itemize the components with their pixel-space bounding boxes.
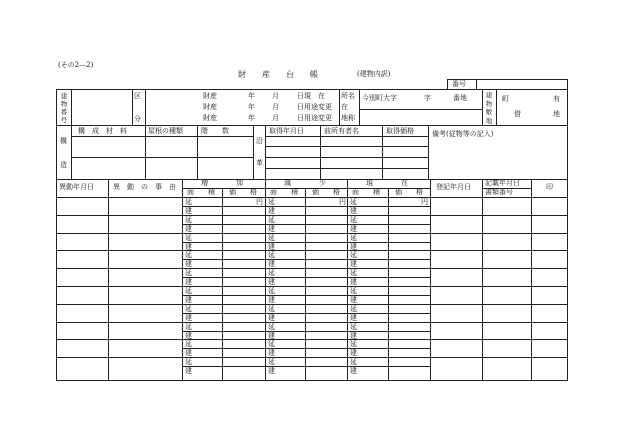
zai-label: 在 [341,103,348,111]
usage-change-label-1: 日用途変更 [297,103,332,111]
increase-nobe-label: 延 [185,251,192,259]
zaisan-label-2: 財産 [203,103,217,111]
banchi-label: 番地 [453,94,467,102]
decrease-tate-label: 建 [268,278,275,286]
increase-tate-label: 建 [185,367,192,375]
bun-label: 分 [134,115,141,123]
month-label-2: 月 [272,103,279,111]
decrease-tate-label: 建 [268,314,275,322]
increase-nobe-label: 延 [185,198,192,206]
change-date-header: 異動年月日 [59,183,94,191]
acq-date-header: 取得年月日 [269,127,304,135]
increase-nobe-label: 延 [185,269,192,277]
year-label-3: 年 [248,114,255,122]
number-label: 番号 [452,80,466,88]
increase-yen-marker: 円 [256,198,263,206]
current-tate-label: 建 [350,332,357,340]
land-label: 地 [553,110,560,118]
current-tate-label: 建 [350,367,357,375]
floors-header: 階 数 [201,127,229,135]
decrease-tate-label: 建 [268,367,275,375]
year-label-2: 年 [248,103,255,111]
increase-tate-label: 建 [185,332,192,340]
decrease-nobe-label: 延 [268,287,275,295]
current-header: 現 在 [366,179,408,187]
decrease-nobe-label: 延 [268,251,275,259]
current-nobe-label: 延 [350,287,357,295]
zaisan-label-1: 財産 [203,92,217,100]
decrease-nobe-label: 延 [268,358,275,366]
ku-label: 区 [134,92,141,100]
decrease-tate-label: 建 [268,225,275,233]
decrease-nobe-label: 延 [268,269,275,277]
decrease-nobe-label: 延 [268,305,275,313]
current-nobe-label: 延 [350,216,357,224]
current-tate-label: 建 [350,296,357,304]
en-label: 沿 [256,137,263,145]
month-label-1: 月 [272,92,279,100]
current-tate-label: 建 [350,349,357,357]
increase-tate-label: 建 [185,278,192,286]
increase-tate-label: 建 [185,314,192,322]
decrease-nobe-label: 延 [268,323,275,331]
current-nobe-label: 延 [350,323,357,331]
change-reason-header: 異 動 の 事 由 [113,183,176,191]
lot-label: 地称 [341,114,355,122]
decrease-nobe-label: 延 [268,234,275,242]
increase-nobe-label: 延 [185,287,192,295]
lease-label: 借 [514,110,521,118]
current-yen-marker: 円 [421,198,428,206]
decrease-tate-label: 建 [268,260,275,268]
current-nobe-label: 延 [350,198,357,206]
decrease-nobe-label: 延 [268,198,275,206]
increase-tate-label: 建 [185,207,192,215]
usage-change-label-2: 日用途変更 [297,114,332,122]
kaku-label: 革 [256,159,263,167]
increase-tate-label: 建 [185,260,192,268]
document-number-header: 書類番号 [485,188,513,196]
owned-label: 有 [553,95,560,103]
current-area-header: 面 積 [352,188,380,196]
materials-header: 構 成 材 料 [78,127,127,135]
year-label-1: 年 [248,92,255,100]
increase-tate-label: 建 [185,349,192,357]
increase-header: 増 加 [201,179,243,187]
decrease-nobe-label: 延 [268,216,275,224]
increase-price-header: 価 格 [229,188,257,196]
current-nobe-label: 延 [350,340,357,348]
roof-header: 屋根の種類 [148,127,183,135]
increase-nobe-label: 延 [185,216,192,224]
form-title-sub: (建物内訳) [357,70,391,78]
prev-owner-header: 前所有者名 [324,127,359,135]
increase-tate-label: 建 [185,243,192,251]
current-nobe-label: 延 [350,305,357,313]
current-tate-label: 建 [350,225,357,233]
acq-price-header: 取得価格 [386,127,414,135]
increase-nobe-label: 延 [185,234,192,242]
increase-nobe-label: 延 [185,323,192,331]
decrease-tate-label: 建 [268,349,275,357]
form-title: 財 産 台 帳 [238,70,318,79]
increase-tate-label: 建 [185,225,192,233]
month-label-3: 月 [272,114,279,122]
current-price-header: 価 格 [395,188,423,196]
as-of-label: 日現 在 [297,92,325,100]
current-tate-label: 建 [350,243,357,251]
decrease-tate-label: 建 [268,207,275,215]
current-tate-label: 建 [350,314,357,322]
remarks-header: 備考(従物等の記入) [432,130,494,138]
current-nobe-label: 延 [350,358,357,366]
seal-header: 印 [546,183,553,191]
decrease-area-header: 面 積 [270,188,298,196]
registration-date-header: 登記年月日 [436,183,471,191]
increase-nobe-label: 延 [185,358,192,366]
town-label: 町 [502,95,509,103]
decrease-nobe-label: 延 [268,340,275,348]
address-text: 今別町大字 [362,94,397,102]
current-tate-label: 建 [350,207,357,215]
increase-nobe-label: 延 [185,340,192,348]
zou-label: 造 [60,161,67,169]
decrease-price-header: 価 格 [312,188,340,196]
increase-nobe-label: 延 [185,305,192,313]
current-tate-label: 建 [350,260,357,268]
increase-tate-label: 建 [185,296,192,304]
zaisan-label-3: 財産 [203,114,217,122]
current-tate-label: 建 [350,278,357,286]
form-subtitle: (その2—2) [58,61,94,69]
current-nobe-label: 延 [350,269,357,277]
decrease-header: 減 少 [284,179,326,187]
aza-label: 字 [424,94,431,102]
current-nobe-label: 延 [350,251,357,259]
increase-area-header: 面 積 [187,188,215,196]
decrease-tate-label: 建 [268,332,275,340]
decrease-yen-marker: 円 [339,198,346,206]
site-label: 建物敷地 [485,91,493,125]
kou-label: 構 [60,137,67,145]
location-label: 所名 [341,92,355,100]
entry-date-header: 記載年月日 [485,179,520,187]
building-number-label: 建物番号 [60,92,68,124]
decrease-tate-label: 建 [268,243,275,251]
decrease-tate-label: 建 [268,296,275,304]
current-nobe-label: 延 [350,234,357,242]
